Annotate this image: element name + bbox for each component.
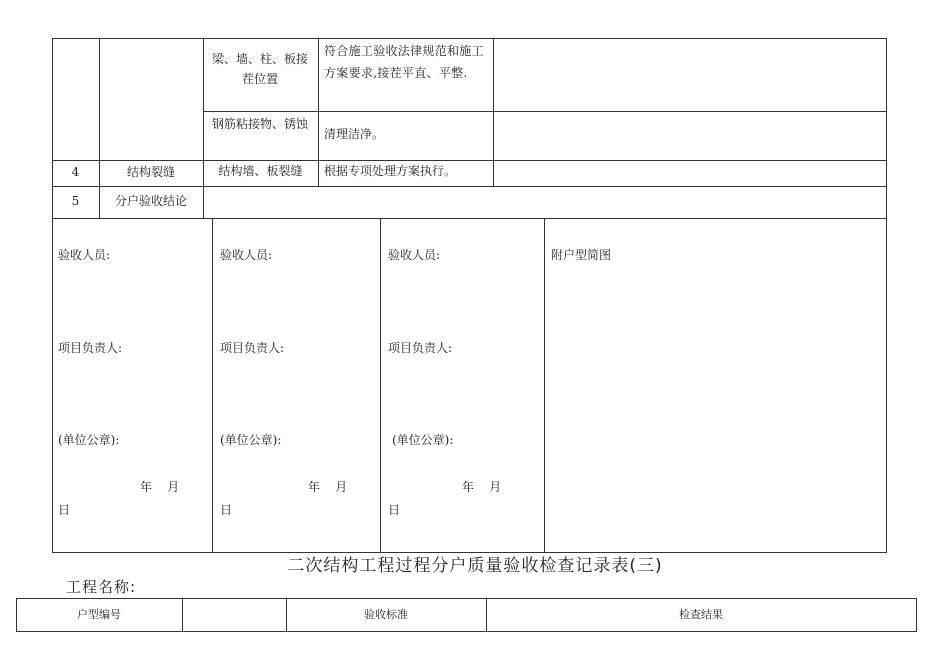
col-divider (318, 38, 319, 187)
date-year-month: 年 月 (462, 480, 502, 494)
header-inspection-result: 检查结果 (679, 608, 723, 621)
seal-label: (单位公章): (58, 433, 120, 447)
inspector-label: 验收人员: (220, 248, 273, 262)
row-divider (52, 186, 887, 187)
header-acceptance-standard: 验收标准 (364, 608, 408, 621)
col-divider (203, 38, 204, 218)
project-manager-label: 项目负责人: (220, 341, 285, 355)
inspection-standard: 符合施工验收法律规范和施工方案要求,接茬平直、平整. (324, 44, 484, 80)
row-divider (203, 111, 887, 112)
date-year-month: 年 月 (308, 480, 348, 494)
table-border-right (886, 38, 887, 553)
project-name-label: 工程名称: (66, 578, 137, 596)
row-divider (52, 218, 887, 219)
inspection-standard: 根据专项处理方案执行。 (324, 164, 457, 178)
row-number: 5 (71, 194, 80, 208)
bottom-table-border-right (916, 598, 917, 632)
row-number: 4 (71, 165, 80, 179)
bottom-table-border-bottom (16, 631, 916, 632)
seal-label: (单位公章): (220, 433, 282, 447)
table-border-left (52, 38, 53, 553)
date-year-month: 年 月 (140, 480, 180, 494)
row-category: 分户验收结论 (114, 194, 187, 208)
sig-col-divider (380, 218, 381, 553)
floor-plan-attachment-label: 附户型简图 (551, 248, 612, 262)
date-day: 日 (388, 503, 401, 517)
header-unit-type: 户型编号 (77, 608, 121, 621)
project-manager-label: 项目负责人: (388, 341, 453, 355)
date-day: 日 (220, 503, 233, 517)
col-divider (493, 38, 494, 187)
inspector-label: 验收人员: (58, 248, 111, 262)
date-day: 日 (58, 503, 71, 517)
sig-col-divider (544, 218, 545, 553)
project-manager-label: 项目负责人: (58, 341, 123, 355)
bottom-table-border-top (16, 598, 916, 599)
bottom-col-divider (182, 598, 183, 632)
inspection-item: 梁、墙、柱、板接茬位置 (211, 52, 308, 86)
inspection-item: 结构墙、板裂缝 (218, 164, 303, 178)
table-border-top (52, 38, 887, 39)
inspection-standard: 清理洁净。 (324, 127, 385, 141)
inspector-label: 验收人员: (388, 248, 441, 262)
row-category: 结构裂缝 (126, 165, 175, 179)
sig-col-divider (212, 218, 213, 553)
inspection-item: 钢筋粘接物、锈蚀 (211, 117, 308, 131)
seal-label: (单位公章): (392, 433, 454, 447)
section-title: 二次结构工程过程分户质量验收检查记录表(三) (287, 556, 663, 576)
